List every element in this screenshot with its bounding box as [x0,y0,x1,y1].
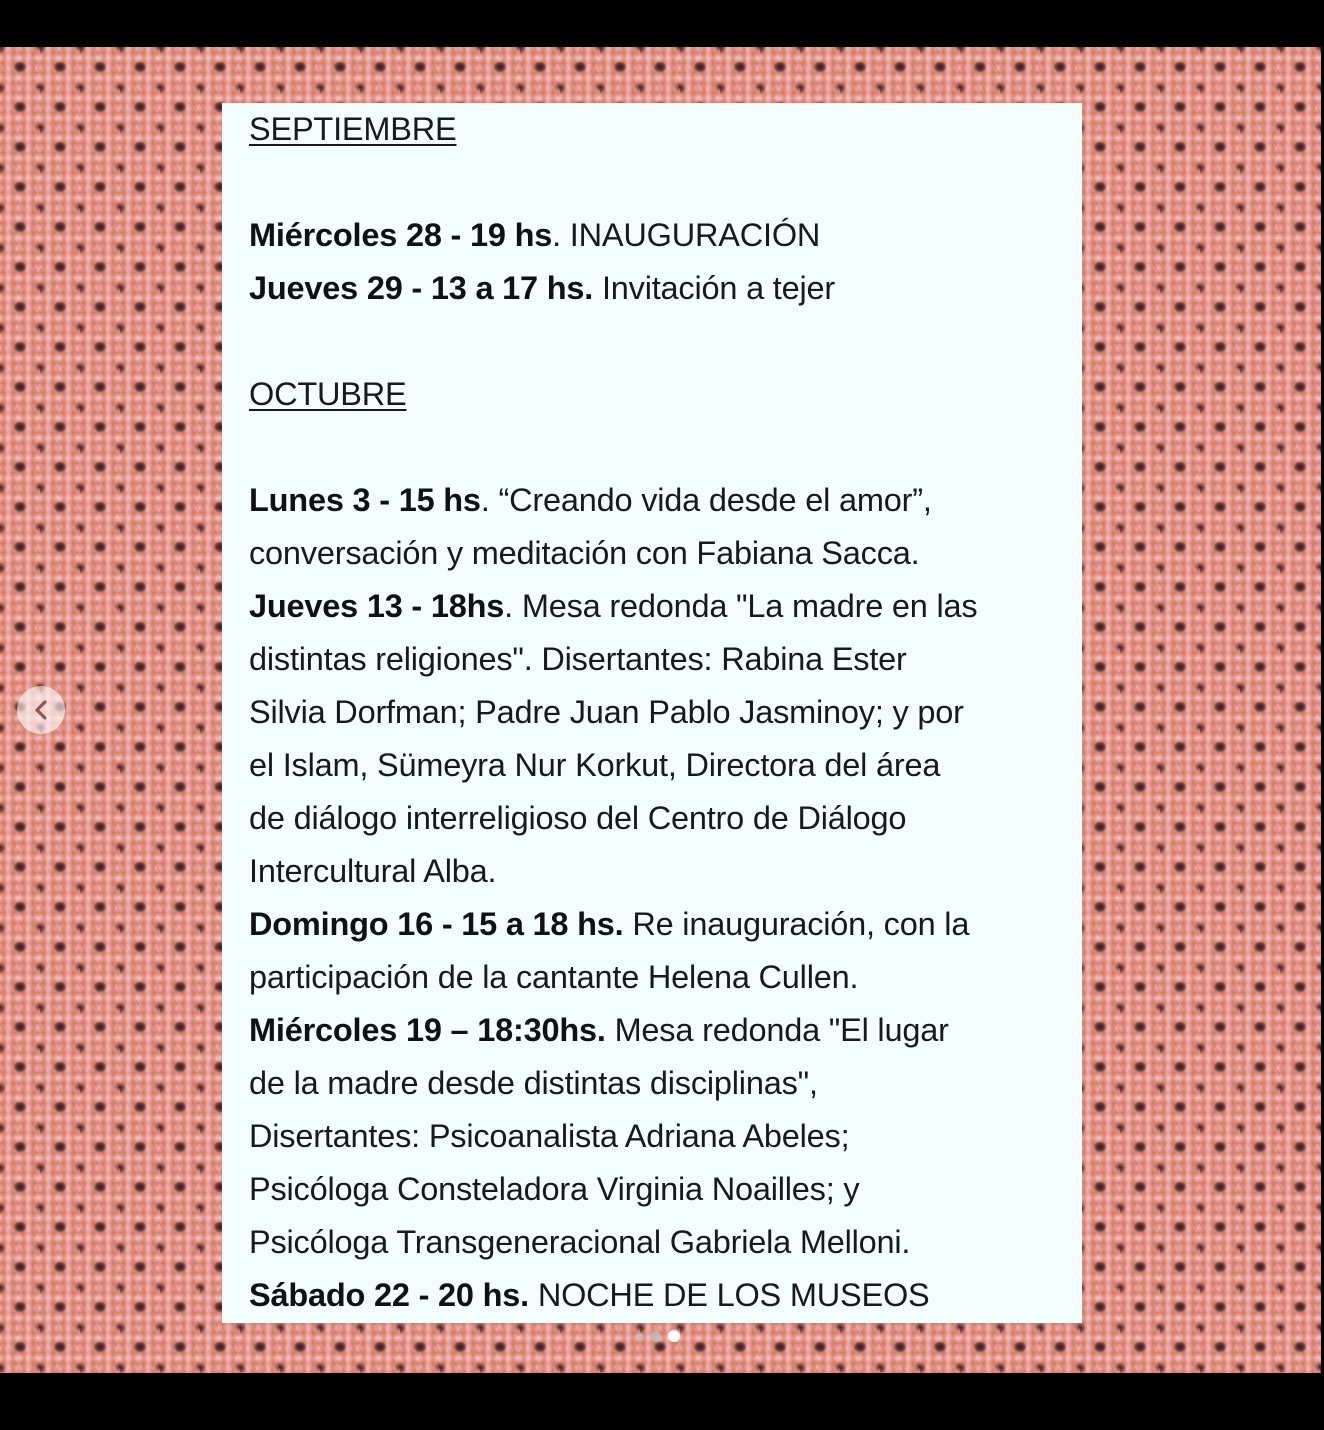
post-image-burlap-background [0,47,1321,1373]
event-continuation: de diálogo interreligioso del Centro de Diálogo [249,800,907,836]
event-description: . Mesa redonda "La madre en las [504,588,978,624]
carousel-dot[interactable] [636,1333,643,1340]
event-continuation: Intercultural Alba. [249,853,497,889]
event-description: . “Creando vida desde el amor”, [480,482,932,518]
event-description: . INAUGURACIÓN [552,217,821,253]
event-continuation: Psicóloga Transgeneracional Gabriela Melloni. [249,1224,911,1260]
event-continuation: de la madre desde distintas disciplinas", [249,1065,818,1101]
event-line [249,262,1069,315]
carousel-dot-active[interactable] [668,1330,680,1342]
schedule-panel [222,103,1082,1323]
carousel-prev-button[interactable] [17,686,65,734]
month-heading-octubre: OCTUBRE [249,376,407,412]
chevron-left-icon [32,699,50,721]
event-description: NOCHE DE LOS MUSEOS [528,1277,930,1313]
event-continuation: el Islam, Sümeyra Nur Korkut, Directora del área [249,747,941,783]
event-date: Jueves 29 - 13 a 17 hs. [249,270,594,306]
event-continuation: participación de la cantante Helena Cullen. [249,959,859,995]
event-continuation: Psicóloga Consteladora Virginia Noailles; y [249,1171,860,1207]
event-description: Mesa redonda "El lugar [605,1012,949,1048]
event-line [249,474,1069,527]
spacer [249,421,1069,474]
event-line [249,209,1069,262]
event-line [249,580,1069,633]
event-date: Domingo 16 - 15 a 18 hs. [249,906,624,942]
event-line [249,1269,1069,1322]
event-continuation: conversación y meditación con Fabiana Sacca. [249,535,920,571]
carousel-dot[interactable] [650,1331,661,1342]
event-continuation: Silvia Dorfman; Padre Juan Pablo Jasminoy; y por [249,694,964,730]
event-date: Lunes 3 - 15 hs [249,482,481,518]
carousel-pagination [636,1330,680,1342]
event-description: Re inauguración, con la [623,906,970,942]
event-date: Sábado 22 - 20 hs. [249,1277,529,1313]
event-line [249,1004,1069,1057]
schedule-text [249,103,1069,1322]
event-continuation: distintas religiones". Disertantes: Rabina Ester [249,641,907,677]
event-description: Invitación a tejer [593,270,835,306]
event-date: Miércoles 28 - 19 hs [249,217,553,253]
event-continuation: Disertantes: Psicoanalista Adriana Abeles; [249,1118,850,1154]
spacer [249,315,1069,368]
event-date: Miércoles 19 – 18:30hs. [249,1012,606,1048]
event-line [249,898,1069,951]
spacer [249,156,1069,209]
month-heading-septiembre: SEPTIEMBRE [249,111,457,147]
event-date: Jueves 13 - 18hs [249,588,505,624]
